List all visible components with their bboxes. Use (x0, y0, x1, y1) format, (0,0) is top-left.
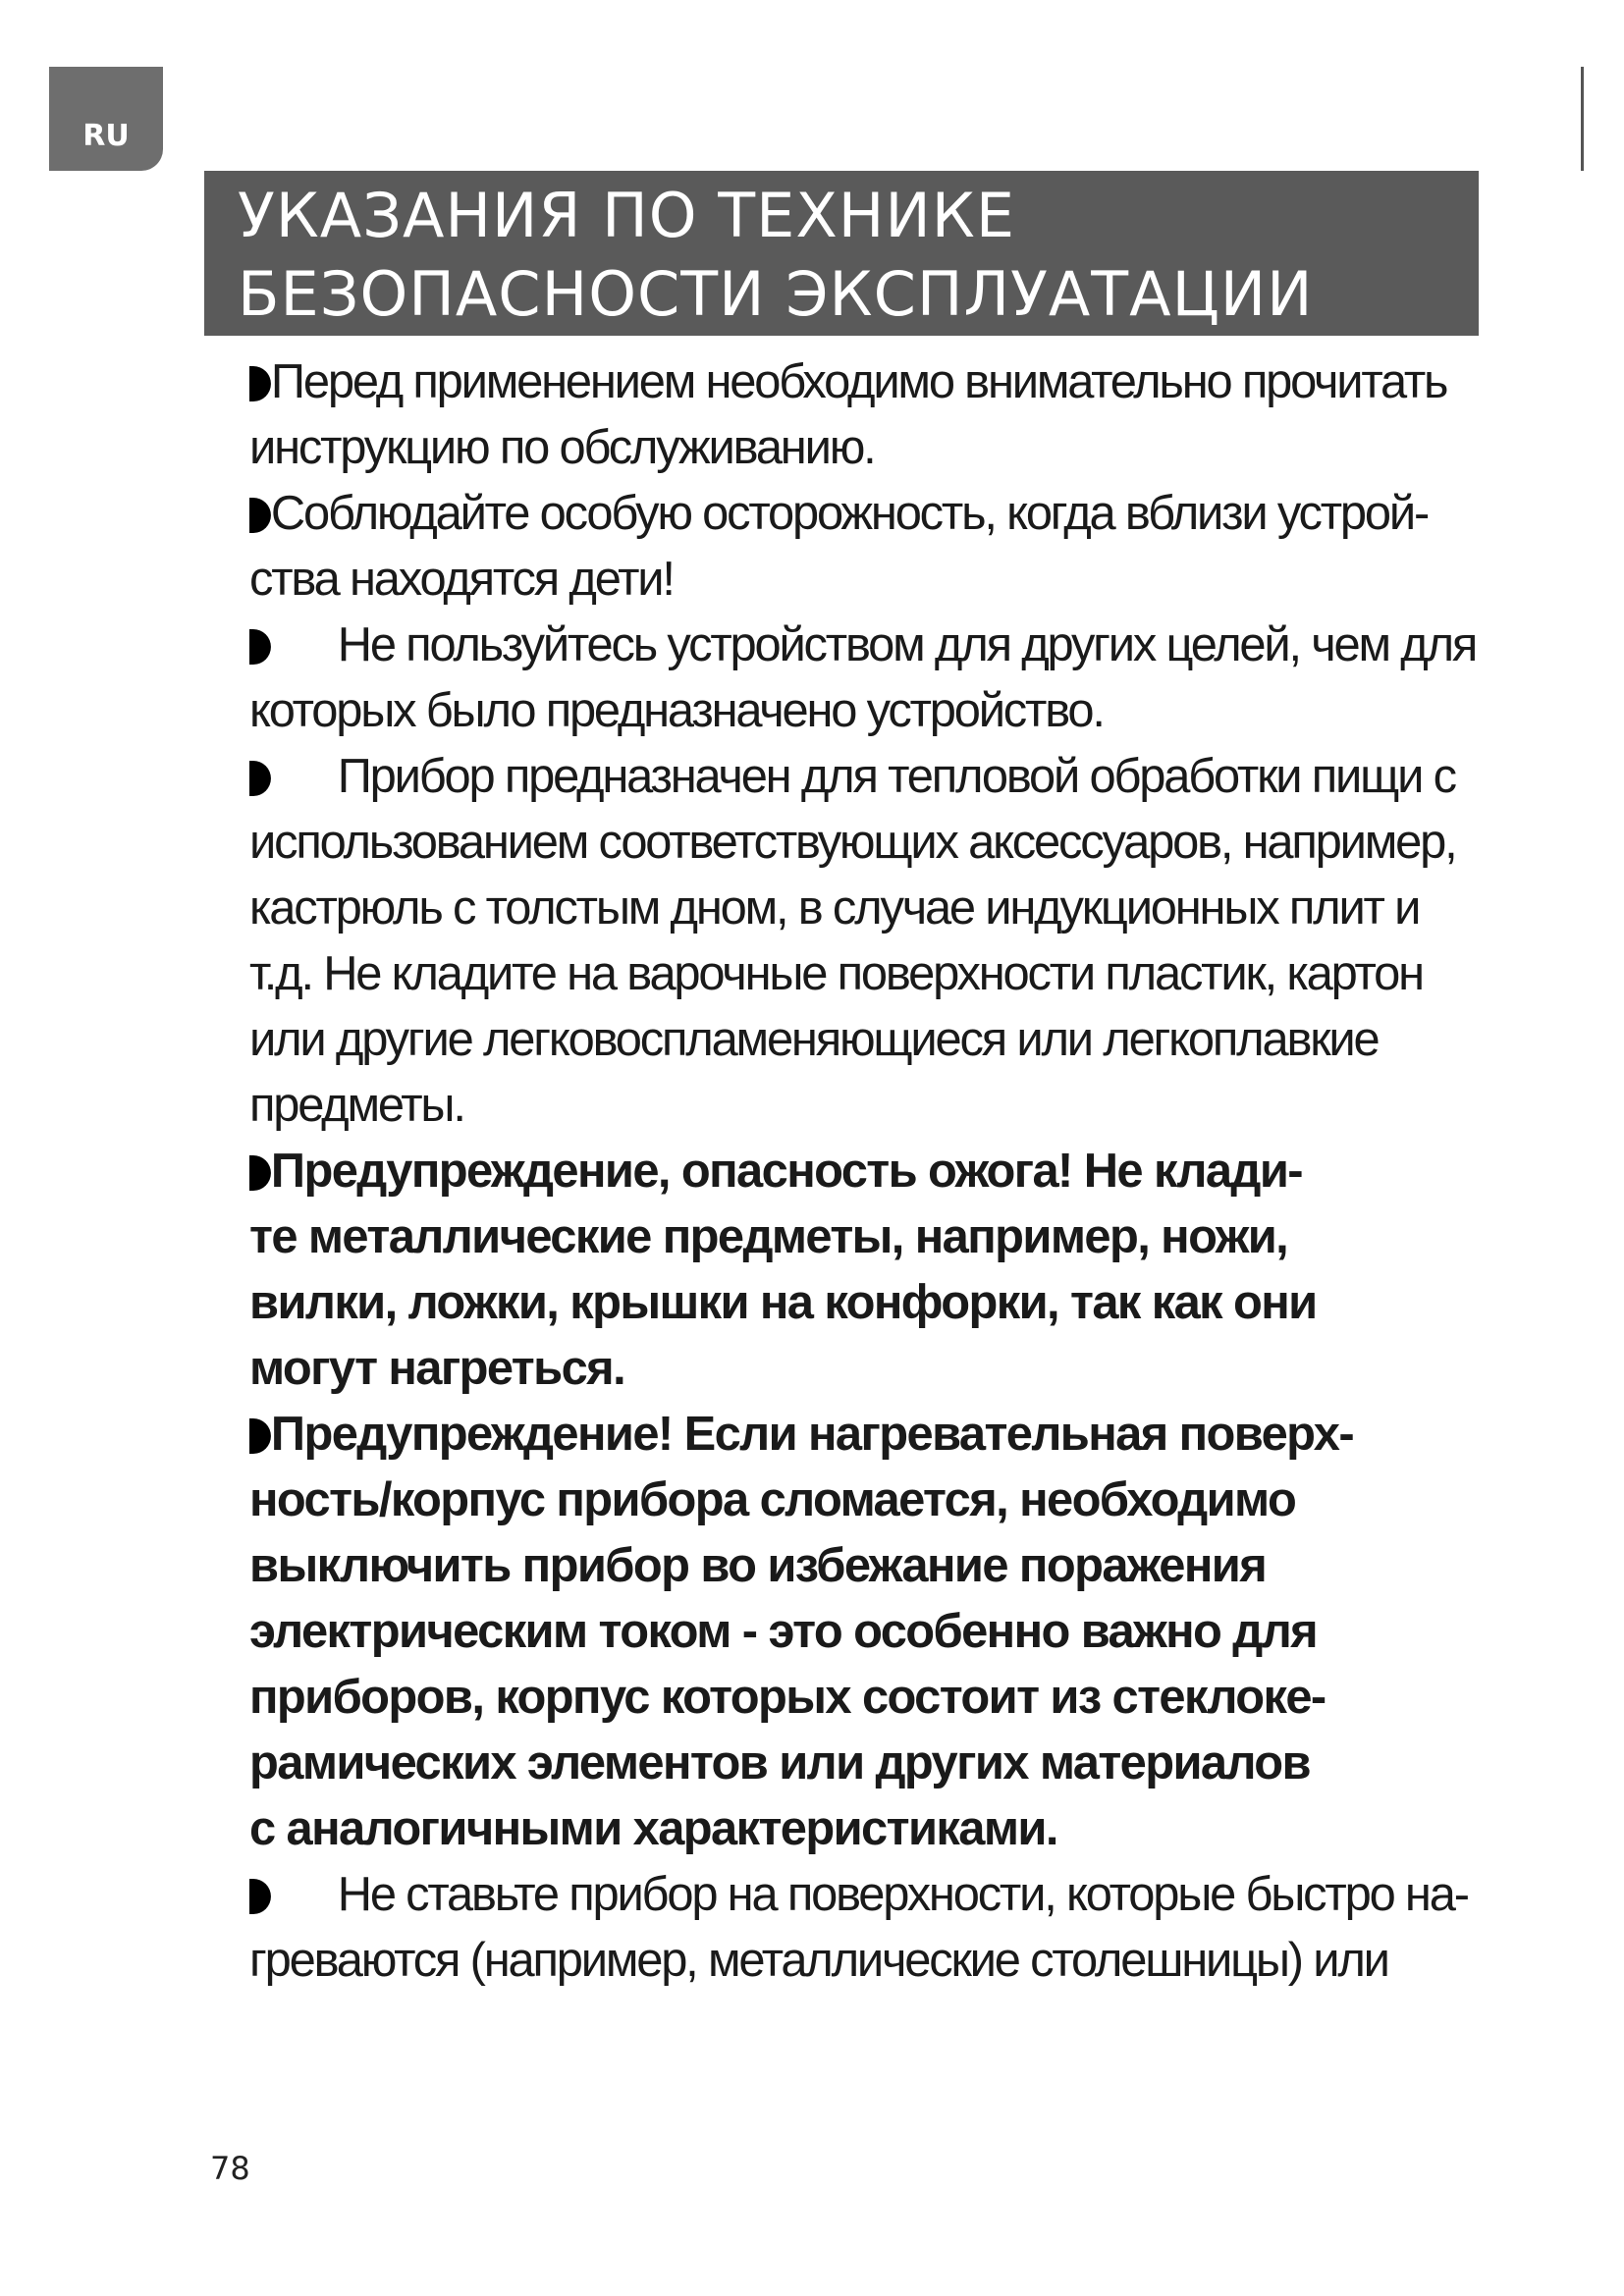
page-number: 78 (210, 2150, 250, 2187)
paragraph-line: греваются (например, металлические столешницы) или (249, 1934, 1388, 1987)
instruction-paragraph (249, 349, 1585, 481)
section-title-banner (204, 171, 1479, 336)
paragraph-line: электрическим током - это особенно важно для (249, 1605, 1318, 1658)
paragraph-line: те металлические предметы, например, ножи, (249, 1210, 1288, 1263)
warning-paragraph (249, 1139, 1585, 1402)
paragraph-line (249, 349, 1581, 415)
paragraph-line: т.д. Не кладите на варочные поверхности пластик, картон (249, 947, 1423, 1000)
instruction-paragraph (249, 744, 1585, 1139)
page-edge-line (1581, 67, 1584, 171)
paragraph-line: использованием соответствующих аксессуаров, например, (249, 816, 1456, 869)
bullet-marker (249, 1155, 271, 1191)
paragraph-line: вилки, ложки, крышки на конфорки, так как они (249, 1276, 1317, 1329)
paragraph-line (249, 1402, 1581, 1468)
paragraph-line-text: Соблюдайте особую осторожность, когда вблизи устрой- (270, 487, 1429, 540)
paragraph-line: ность/корпус прибора сломается, необходимо (249, 1473, 1296, 1526)
section-title-line-2: БЕЗОПАСНОСТИ ЭКСПЛУАТАЦИИ (238, 258, 1314, 330)
paragraph-line: которых было предназначено устройство. (249, 684, 1104, 737)
language-tab (49, 67, 163, 171)
paragraph-line-text: Предупреждение! Если нагревательная поверх- (270, 1408, 1353, 1461)
paragraph-line: инструкцию по обслуживанию. (249, 421, 875, 474)
bullet-marker (249, 366, 271, 401)
paragraph-line: с аналогичными характеристиками. (249, 1802, 1057, 1855)
warning-paragraph (249, 1402, 1585, 1862)
paragraph-line (249, 744, 1581, 810)
language-label: RU (82, 119, 130, 153)
instruction-paragraph (249, 481, 1585, 613)
paragraph-line: ства находятся дети! (249, 553, 674, 606)
paragraph-line-text: Предупреждение, опасность ожога! Не клади- (270, 1145, 1302, 1198)
bullet-marker (249, 1418, 271, 1454)
paragraph-line: могут нагреться. (249, 1342, 625, 1395)
paragraph-line: приборов, корпус которых состоит из стеклоке- (249, 1671, 1326, 1724)
bullet-marker (249, 629, 271, 665)
bullet-marker (249, 1879, 271, 1914)
bullet-marker (249, 761, 271, 796)
paragraph-line: предметы. (249, 1079, 464, 1132)
paragraph-line (249, 1862, 1581, 1928)
safety-instructions (249, 349, 1585, 1994)
instruction-paragraph (249, 613, 1585, 744)
paragraph-line: кастрюль с толстым дном, в случае индукционных плит и (249, 881, 1420, 934)
paragraph-line (249, 613, 1581, 678)
paragraph-line: или другие легковоспламеняющиеся или легкоплавкие (249, 1013, 1379, 1066)
paragraph-line-text: Не ставьте прибор на поверхности, которые быстро на- (337, 1868, 1468, 1921)
paragraph-line-text: Не пользуйтесь устройством для других целей, чем для (337, 618, 1477, 671)
paragraph-line: рамических элементов или других материалов (249, 1736, 1311, 1789)
paragraph-line-text: Перед применением необходимо внимательно прочитать (270, 355, 1447, 408)
paragraph-line (249, 1139, 1581, 1204)
bullet-marker (249, 498, 271, 533)
paragraph-line (249, 481, 1581, 547)
paragraph-line: выключить прибор во избежание поражения (249, 1539, 1267, 1592)
instruction-paragraph (249, 1862, 1585, 1994)
section-title-line-1: УКАЗАНИЯ ПО ТЕХНИКЕ (238, 180, 1016, 251)
paragraph-line-text: Прибор предназначен для тепловой обработки пищи с (337, 750, 1455, 803)
